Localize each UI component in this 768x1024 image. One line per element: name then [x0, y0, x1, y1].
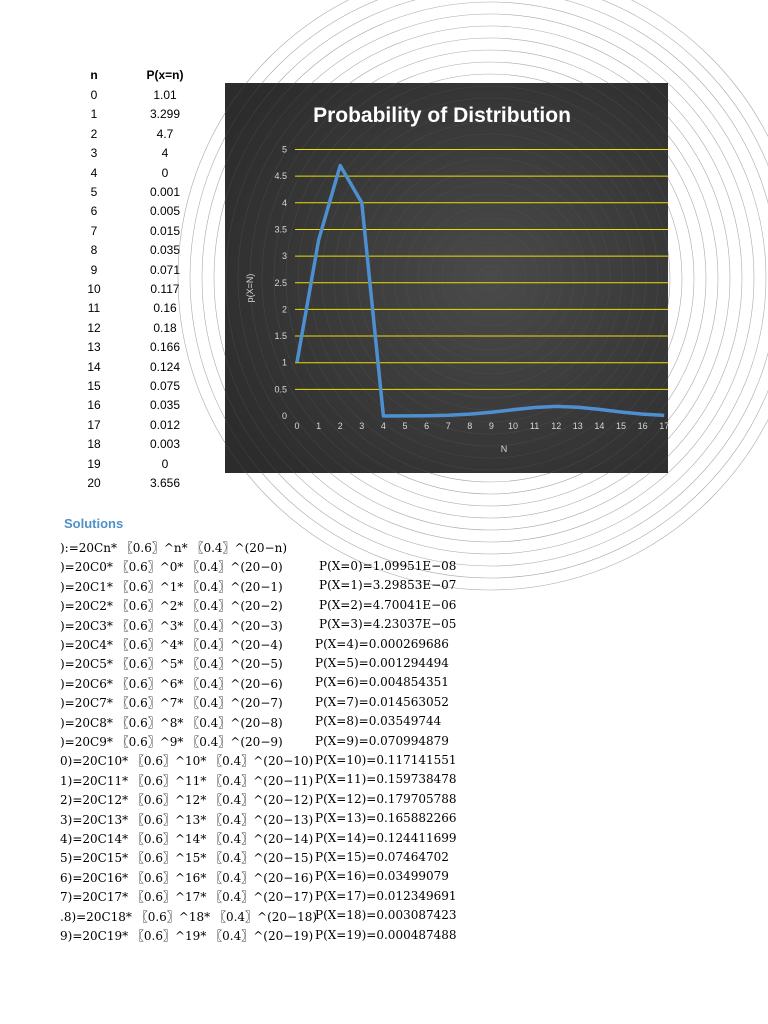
result-line: P(X=13)=0.165882266: [315, 811, 457, 826]
row-n: 12: [87, 320, 101, 335]
table-row: [70, 86, 210, 105]
formula-line: )=20C4* 〖0.6〗^4* 〖0.4〗^(20−4): [60, 638, 283, 652]
table-row: [70, 105, 210, 124]
y-tick-label: 1: [281, 357, 287, 368]
formula-line: ):=20Cn* 〖0.6〗^n* 〖0.4〗^(20−n): [60, 541, 288, 555]
table-row: [70, 183, 210, 202]
row-p: 0.075: [149, 379, 181, 393]
row-n: 2: [90, 126, 98, 141]
x-tick-label: 16: [637, 421, 648, 431]
x-tick-label: 3: [359, 421, 365, 431]
table-row: [70, 396, 210, 415]
row-n: 17: [87, 417, 101, 432]
table-row: [70, 474, 210, 493]
result-line: P(X=19)=0.000487488: [315, 927, 457, 942]
table-row: [70, 377, 210, 396]
row-p: 3.299: [149, 107, 181, 122]
formula-line: )=20C0* 〖0.6〗^0* 〖0.4〗^(20−0): [60, 560, 283, 575]
x-tick-label: 9: [488, 421, 494, 431]
row-p: 0.18: [153, 320, 177, 335]
result-line: P(X=10)=0.117141551: [315, 753, 457, 767]
formula-line: 5)=20C15* 〖0.6〗^15* 〖0.4〗^(20−15): [60, 851, 314, 866]
y-tick-label: 5: [281, 144, 287, 155]
solutions-title: Solutions: [64, 516, 124, 531]
table-row: [70, 144, 210, 163]
result-line: P(X=15)=0.07464702: [315, 850, 449, 864]
x-tick-label: 17: [659, 421, 670, 431]
table-row: [70, 222, 210, 241]
table-row: [70, 241, 210, 260]
table-row: [70, 435, 210, 454]
row-p: 0.035: [149, 243, 181, 258]
formula-line: 6)=20C16* 〖0.6〗^16* 〖0.4〗^(20−16): [60, 870, 314, 885]
x-tick-label: 4: [380, 421, 386, 431]
row-n: 19: [87, 456, 101, 471]
y-tick-label: 4: [281, 197, 287, 208]
table-row: [70, 125, 210, 144]
table-row: [70, 416, 210, 435]
x-tick-label: 7: [445, 421, 451, 431]
row-p: 0.035: [149, 398, 181, 413]
y-tick-label: 4.5: [274, 171, 287, 182]
table-row: [70, 164, 210, 183]
x-tick-label: 6: [424, 421, 430, 431]
chart-title: Probability of Distribution: [313, 104, 571, 127]
result-line: P(X=18)=0.003087423: [315, 908, 457, 923]
x-tick-label: 0: [294, 421, 300, 431]
header-p: P(x=n): [146, 68, 184, 82]
row-p: 0: [161, 165, 169, 180]
result-line: P(X=16)=0.03499079: [315, 869, 449, 884]
result-line: P(X=0)=1.09951E−08: [319, 559, 457, 573]
result-line: P(X=17)=0.012349691: [315, 888, 457, 903]
result-line: P(X=7)=0.014563052: [315, 694, 449, 709]
table-row: [70, 202, 210, 221]
row-p: 4.7: [156, 126, 174, 141]
formula-line: )=20C2* 〖0.6〗^2* 〖0.4〗^(20−2): [60, 599, 283, 614]
row-p: 0.003: [149, 437, 181, 452]
result-line: P(X=6)=0.004854351: [315, 675, 449, 690]
row-p: 0.166: [149, 340, 181, 355]
y-tick-label: 3: [281, 251, 287, 262]
x-axis-label: N: [500, 444, 508, 454]
row-n: 6: [90, 204, 98, 219]
result-line: P(X=8)=0.03549744: [315, 714, 442, 729]
row-p: 0.071: [149, 262, 181, 277]
result-line: P(X=4)=0.000269686: [315, 636, 449, 651]
formula-line: 1)=20C11* 〖0.6〗^11* 〖0.4〗^(20−11): [60, 773, 314, 788]
row-p: 0: [161, 456, 169, 471]
header-n: n: [90, 68, 98, 82]
table-row: [70, 455, 210, 474]
formula-line: 4)=20C14* 〖0.6〗^14* 〖0.4〗^(20−14): [60, 832, 314, 846]
row-p: 0.117: [150, 282, 180, 296]
x-tick-label: 2: [337, 421, 343, 431]
formula-line: )=20C5* 〖0.6〗^5* 〖0.4〗^(20−5): [60, 657, 283, 672]
row-n: 7: [90, 223, 98, 238]
row-p: 0.012: [149, 417, 181, 432]
formula-line: .8)=20C18* 〖0.6〗^18* 〖0.4〗^(20−18): [60, 909, 318, 924]
row-n: 1: [90, 107, 98, 122]
formula-line: 2)=20C12* 〖0.6〗^12* 〖0.4〗^(20−12): [60, 793, 314, 808]
result-line: P(X=12)=0.179705788: [315, 791, 457, 806]
formula-line: )=20C1* 〖0.6〗^1* 〖0.4〗^(20−1): [60, 579, 283, 594]
formula-line: )=20C6* 〖0.6〗^6* 〖0.4〗^(20−6): [60, 676, 283, 691]
x-tick-label: 12: [551, 421, 562, 431]
result-line: P(X=2)=4.70041E−06: [319, 597, 457, 612]
row-n: 3: [90, 146, 98, 161]
row-p: 0.16: [153, 301, 177, 316]
formula-line: )=20C9* 〖0.6〗^9* 〖0.4〗^(20−9): [60, 735, 283, 749]
probability-chart: [225, 83, 668, 473]
x-tick-label: 15: [615, 421, 627, 431]
row-n: 20: [87, 476, 101, 490]
x-tick-label: 8: [467, 421, 473, 431]
row-n: 13: [87, 340, 101, 355]
row-p: 0.005: [149, 204, 181, 219]
row-n: 18: [87, 437, 101, 452]
row-p: 0.124: [149, 359, 181, 374]
formula-line: 0)=20C10* 〖0.6〗^10* 〖0.4〗^(20−10): [60, 754, 314, 769]
row-n: 10: [87, 282, 101, 296]
formula-line: 9)=20C19* 〖0.6〗^19* 〖0.4〗^(20−19): [60, 929, 314, 943]
y-tick-label: 3.5: [274, 224, 287, 235]
formula-line: )=20C3* 〖0.6〗^3* 〖0.4〗^(20−3): [60, 618, 283, 633]
row-n: 11: [87, 301, 101, 316]
x-tick-label: 1: [316, 421, 322, 431]
row-p: 3.656: [149, 476, 181, 490]
row-n: 4: [90, 165, 98, 180]
result-line: P(X=14)=0.124411699: [315, 830, 457, 845]
formula-line: 7)=20C17* 〖0.6〗^17* 〖0.4〗^(20−17): [60, 890, 314, 905]
row-n: 16: [87, 398, 101, 413]
row-n: 14: [87, 359, 101, 374]
x-tick-label: 11: [529, 421, 540, 431]
table-row: [70, 338, 210, 357]
row-p: 1.01: [153, 88, 177, 102]
y-tick-label: 0.5: [274, 384, 287, 395]
table-header: [70, 66, 210, 85]
row-n: 5: [90, 185, 98, 199]
y-tick-label: 0: [281, 411, 287, 421]
table-row: [70, 319, 210, 338]
row-n: 15: [87, 379, 101, 393]
y-axis-label: p(X=N): [245, 273, 255, 303]
result-line: P(X=9)=0.070994879: [315, 733, 449, 748]
x-tick-label: 10: [507, 421, 519, 431]
y-tick-label: 2.5: [274, 277, 287, 288]
result-line: P(X=1)=3.29853E−07: [319, 578, 457, 593]
row-p: 4: [161, 146, 169, 161]
y-tick-label: 2: [281, 304, 287, 315]
result-line: P(X=3)=4.23037E−05: [319, 617, 457, 632]
formula-line: 3)=20C13* 〖0.6〗^13* 〖0.4〗^(20−13): [60, 812, 314, 827]
row-p: 0.001: [149, 185, 181, 199]
x-tick-label: 14: [594, 421, 605, 431]
x-tick-label: 13: [572, 421, 583, 431]
row-p: 0.015: [149, 223, 181, 238]
formula-line: )=20C7* 〖0.6〗^7* 〖0.4〗^(20−7): [60, 696, 283, 711]
formula-line: )=20C8* 〖0.6〗^8* 〖0.4〗^(20−8): [60, 715, 283, 730]
table-row: [70, 280, 210, 299]
result-line: P(X=5)=0.001294494: [315, 656, 449, 670]
x-tick-label: 5: [402, 421, 408, 431]
row-n: 8: [90, 243, 98, 258]
row-n: 0: [90, 88, 98, 102]
table-row: [70, 261, 210, 280]
y-tick-label: 1.5: [274, 331, 287, 342]
table-row: [70, 299, 210, 318]
result-line: P(X=11)=0.159738478: [315, 772, 457, 787]
row-n: 9: [90, 262, 98, 277]
